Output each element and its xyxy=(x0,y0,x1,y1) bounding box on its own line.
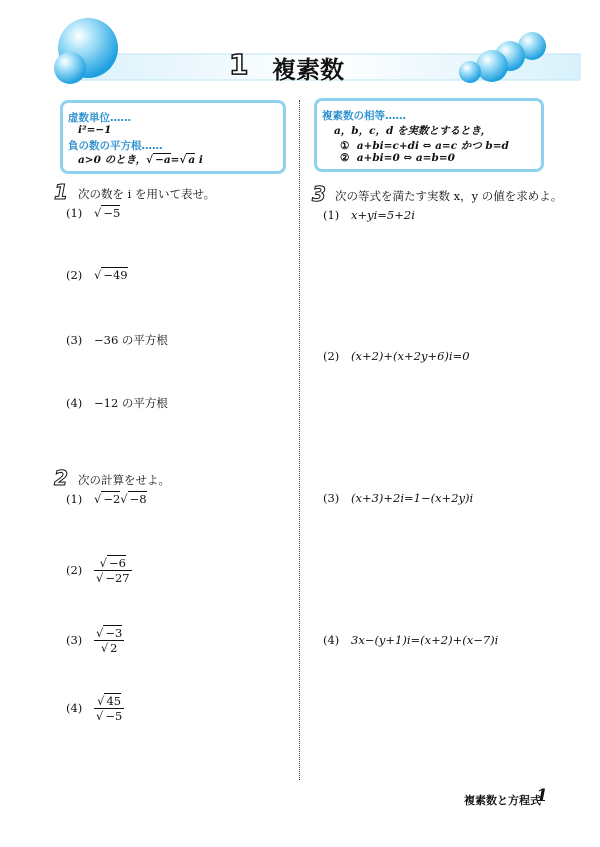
problem-3-item-4 xyxy=(323,633,498,647)
item-text: −12 の平方根 xyxy=(94,396,168,410)
equality-2-text: a+bi=0 ⇔ a=b=0 xyxy=(356,152,455,164)
chapter-title: 複素数 xyxy=(272,56,344,84)
item-label: (2) xyxy=(66,562,83,577)
problem-2-item-1 xyxy=(66,492,147,506)
box-heading-negative-root: 負の数の平方根…… xyxy=(68,140,163,152)
numerator: −3 xyxy=(105,626,123,640)
problem-1-item-3 xyxy=(66,332,168,348)
sqrt-icon: √ xyxy=(97,694,105,708)
problem-1-item-4 xyxy=(66,395,168,411)
circled-two: ② xyxy=(340,152,350,164)
item-label: (4) xyxy=(66,700,83,715)
item-equation: (x+3)+2i=1−(x+2y)i xyxy=(351,491,474,505)
problem-3-number: 3 xyxy=(312,182,326,206)
circled-one: ① xyxy=(340,140,350,152)
fraction xyxy=(94,626,124,655)
item-text: −36 の平方根 xyxy=(94,333,168,347)
denominator: −27 xyxy=(105,571,130,585)
item-label: (4) xyxy=(66,396,83,410)
box-line-i-squared: i²=−1 xyxy=(78,124,112,136)
fraction xyxy=(94,694,124,723)
problem-3-item-3 xyxy=(323,491,473,505)
item-label: (1) xyxy=(66,492,83,506)
item-label: (1) xyxy=(66,206,83,220)
problem-2-text: 次の計算をせよ。 xyxy=(78,473,170,487)
fraction xyxy=(94,556,132,585)
radicand: −5 xyxy=(103,206,121,220)
problem-3-item-1 xyxy=(323,208,415,222)
bubble-icon xyxy=(476,50,508,82)
problem-1-item-1 xyxy=(66,206,120,220)
item-equation: (x+2)+(x+2y+6)i=0 xyxy=(351,349,470,363)
sqrt-icon: √ xyxy=(146,154,154,166)
sqrt-icon: √ xyxy=(94,492,102,506)
sqrt-icon: √ xyxy=(96,571,104,585)
sqrt-icon: √ xyxy=(96,626,104,640)
problem-3-text: 次の等式を満たす実数 x，y の値を求めよ。 xyxy=(335,189,563,203)
box-line-negative-root xyxy=(78,152,203,167)
item-equation: 3x−(y+1)i=(x+2)+(x−7)i xyxy=(351,633,499,647)
sqrt-icon: √ xyxy=(99,556,107,570)
problem-3-item-2 xyxy=(323,349,470,363)
problem-2-item-3 xyxy=(66,626,124,655)
problem-2-number: 2 xyxy=(54,466,68,490)
footer-section-title: 複素数と方程式 xyxy=(464,794,541,807)
item-label: (3) xyxy=(66,632,83,647)
item-label: (3) xyxy=(66,333,83,347)
page-number: 1 xyxy=(536,786,548,806)
equality-1-text: a+bi=c+di ⇔ a=c かつ b=d xyxy=(356,140,509,152)
box-line-equality-1 xyxy=(340,138,509,153)
sqrt-icon: √ xyxy=(120,492,128,506)
denominator: −5 xyxy=(105,709,123,723)
chapter-number: 1 xyxy=(229,48,249,81)
bubble-icon xyxy=(54,52,86,84)
problem-1-text: 次の数を i を用いて表せ。 xyxy=(78,187,216,201)
radicand-2: −8 xyxy=(129,492,147,506)
sqrt-icon: √ xyxy=(179,154,187,166)
numerator: 45 xyxy=(106,694,122,708)
radicand: −49 xyxy=(103,268,128,282)
denominator: 2 xyxy=(110,641,118,655)
box-line-prefix: a>0 のとき， xyxy=(78,154,147,166)
problem-1-item-2 xyxy=(66,268,128,282)
box-radicand-a: a xyxy=(188,154,196,166)
box-heading-imaginary-unit: 虚数単位…… xyxy=(68,112,131,124)
item-label: (4) xyxy=(323,633,340,647)
item-label: (2) xyxy=(323,349,340,363)
item-label: (3) xyxy=(323,491,340,505)
problem-2-item-4 xyxy=(66,694,124,723)
sqrt-icon: √ xyxy=(100,641,109,655)
box-radicand-neg-a: −a xyxy=(155,154,171,166)
radicand-1: −2 xyxy=(103,492,121,506)
sqrt-icon: √ xyxy=(96,709,104,723)
item-label: (1) xyxy=(323,208,340,222)
box-i: i xyxy=(198,154,203,166)
box-line-real-numbers: a，b，c，d を実数とするとき， xyxy=(334,125,492,137)
item-label: (2) xyxy=(66,268,83,282)
box-heading-equality: 複素数の相等…… xyxy=(322,110,406,122)
bubble-icon xyxy=(459,61,481,83)
column-divider xyxy=(299,100,300,780)
problem-2-item-2 xyxy=(66,556,132,585)
problem-1-number: 1 xyxy=(54,180,68,204)
box-line-equality-2 xyxy=(340,152,455,164)
item-equation: x+yi=5+2i xyxy=(351,208,415,222)
numerator: −6 xyxy=(108,556,126,570)
box-equals: = xyxy=(170,154,180,166)
sqrt-icon: √ xyxy=(94,206,102,220)
sqrt-icon: √ xyxy=(94,268,102,282)
